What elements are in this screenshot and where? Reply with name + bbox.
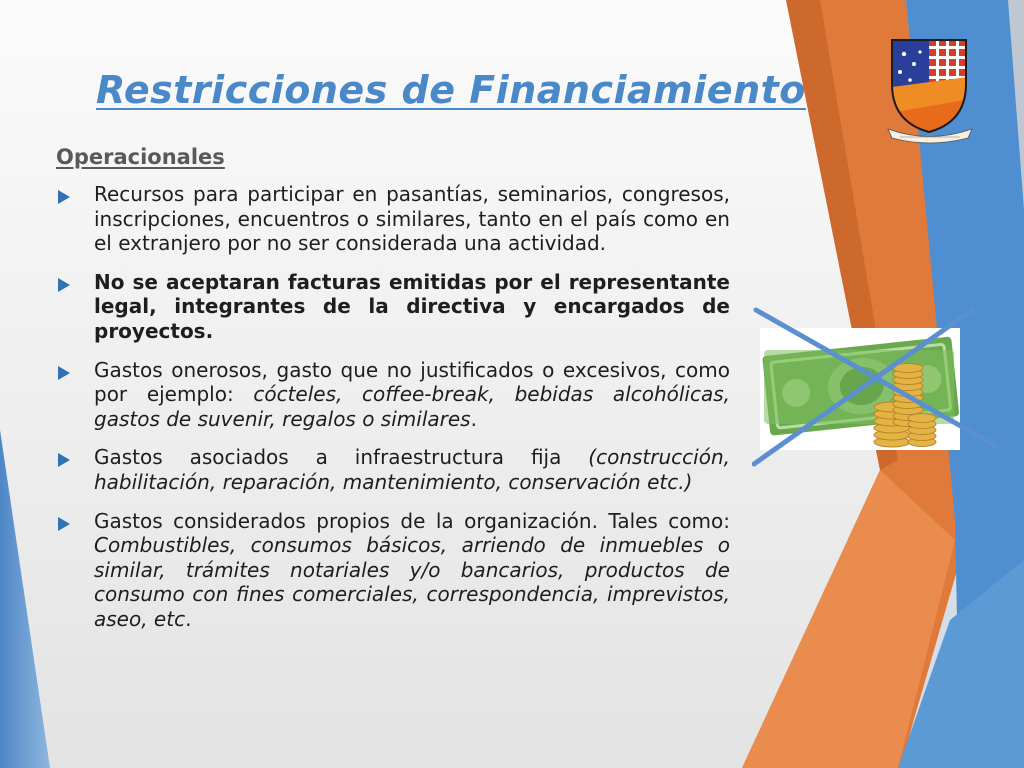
bullet-text [94, 509, 730, 632]
bullet-arrow-icon [58, 190, 70, 204]
bullet-lead-text: Gastos onerosos, gasto que no justificados o excesivos, como por ejemplo: [94, 357, 730, 407]
bullet-lead-text: Gastos asociados a infraestructura fija [94, 445, 589, 470]
bullet-text: No se aceptaran facturas emitidas por el representante legal, integrantes de la directiva y encargados de proyectos. [94, 269, 730, 343]
bullet-tail-text: . [185, 606, 192, 631]
list-item [56, 182, 730, 256]
list-item [56, 358, 730, 432]
bullet-arrow-icon [58, 453, 70, 467]
section-subtitle: Operacionales [56, 145, 225, 169]
bullet-arrow-icon [58, 366, 70, 380]
coat-of-arms-logo [884, 36, 976, 144]
list-item [56, 270, 730, 344]
slide-title: Restricciones de Financiamiento [96, 68, 806, 112]
bullet-italic-text: Combustibles, consumos básicos, arriendo de inmuebles o similar, trámites notariales y/o bancarios, productos de consumo con fines comerciales, correspondencia, imprevistos, aseo, etc [94, 533, 730, 631]
bullet-lead-text: Gastos considerados propios de la organización. Tales como: [94, 508, 730, 533]
list-item [56, 509, 730, 632]
bullet-tail-text: . [470, 406, 477, 431]
bullet-arrow-icon [58, 278, 70, 292]
bullet-italic-text: (construcción, habilitación, reparación, mantenimiento, conservación etc.) [94, 445, 730, 494]
crossed-money-icon [752, 306, 1002, 470]
bullet-text [94, 358, 730, 432]
bullet-text [94, 445, 730, 494]
bullet-arrow-icon [58, 517, 70, 531]
bullet-text: Recursos para participar en pasantías, seminarios, congresos, inscripciones, encuentros o similares, tanto en el país como en el extranjero por no ser considerada una actividad. [94, 182, 730, 256]
list-item [56, 445, 730, 494]
restriction-list [56, 182, 730, 646]
bullet-italic-text: cócteles, coffee-break, bebidas alcohólicas, gastos de suvenir, regalos o similares [94, 382, 730, 431]
